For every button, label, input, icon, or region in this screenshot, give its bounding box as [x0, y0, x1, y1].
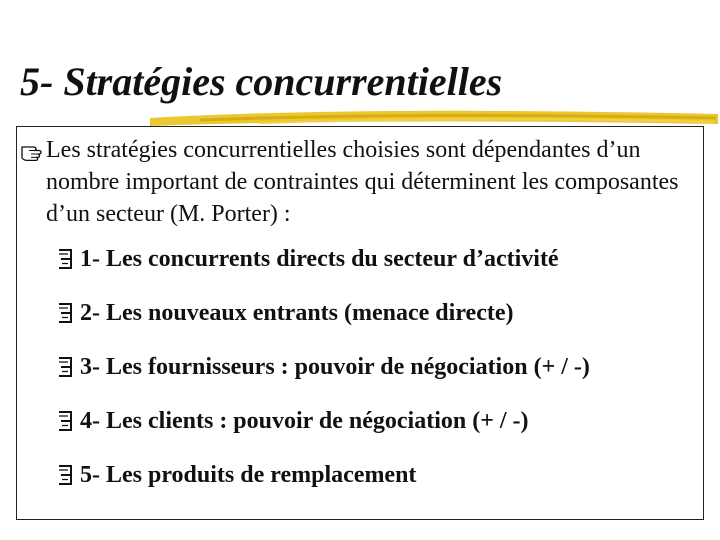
list-item [56, 352, 590, 382]
slide-title: 5- Stratégies concurrentielles [20, 59, 503, 104]
list-item-label: 1- Les concurrents directs du secteur d’activité [80, 246, 559, 272]
list-item-label: 4- Les clients : pouvoir de négociation (+ / -) [80, 408, 529, 434]
numeral-three-bullet-icon [56, 410, 74, 432]
intro-text: Les stratégies concurrentielles choisies sont dépendantes d’un nombre important de contraintes qui déterminent les composantes d’un secteur (M. Porter) : [46, 137, 679, 227]
numeral-three-bullet-icon [56, 356, 74, 378]
list-item-label: 5- Les produits de remplacement [80, 462, 417, 488]
list-item-label: 2- Les nouveaux entrants (menace directe) [80, 300, 514, 326]
list-item [56, 460, 590, 490]
numeral-three-bullet-icon [56, 302, 74, 324]
numeral-three-bullet-icon [56, 248, 74, 270]
list-item [56, 406, 590, 436]
constraints-list [56, 244, 590, 514]
list-item [56, 244, 590, 274]
list-item [56, 298, 590, 328]
hand-pointing-icon [20, 138, 44, 162]
numeral-three-bullet-icon [56, 464, 74, 486]
intro-paragraph [20, 134, 700, 230]
list-item-label: 3- Les fournisseurs : pouvoir de négociation (+ / -) [80, 354, 590, 380]
